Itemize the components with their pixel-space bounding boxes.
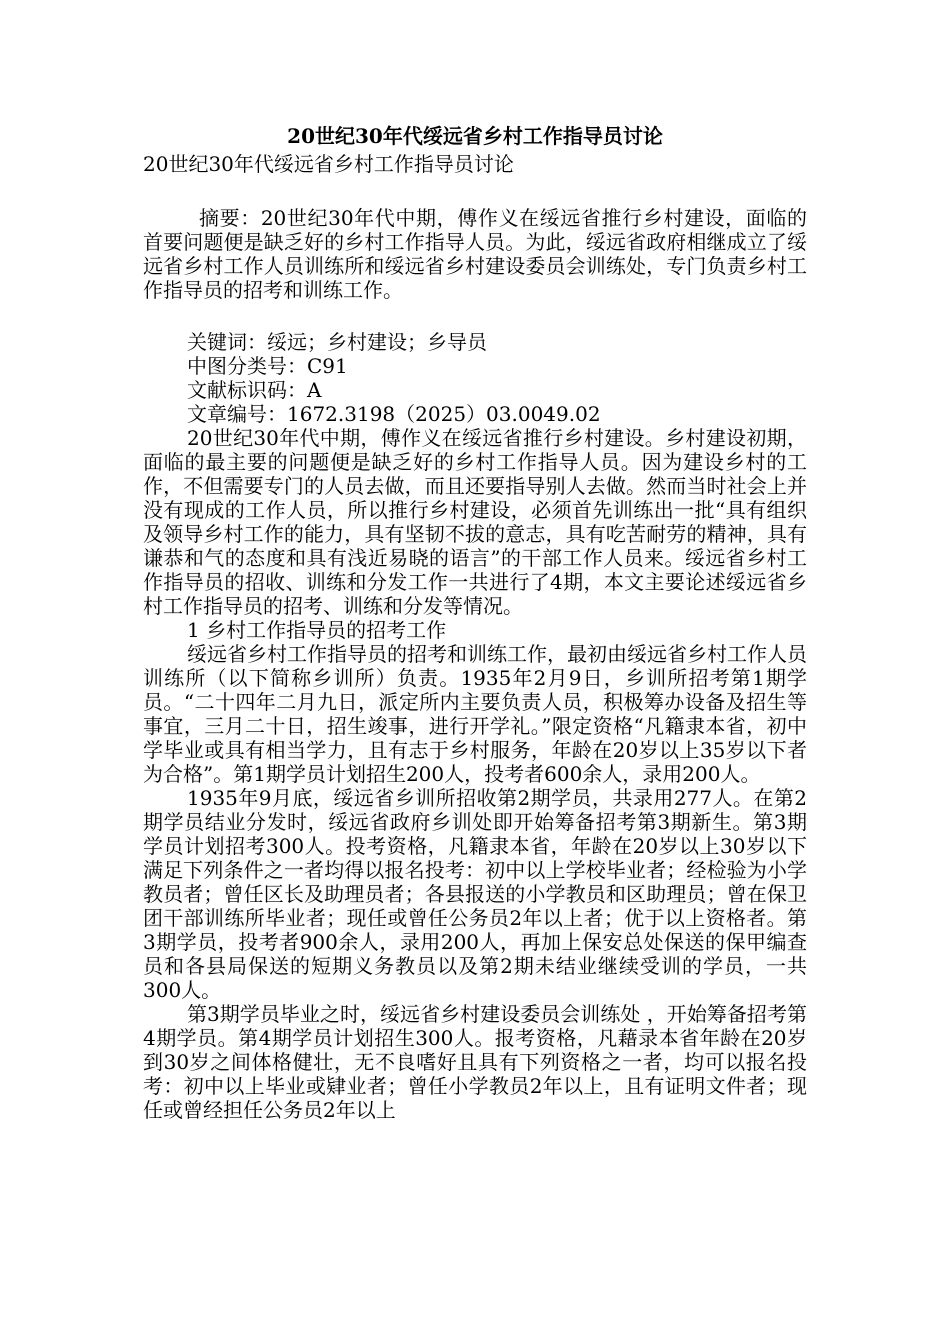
classification-number: 中图分类号：C91 [187,354,348,378]
body-paragraph: 绥远省乡村工作指导员的招考和训练工作，最初由绥远省乡村工作人员训练所（以下简称乡训所）负责。1935年2月9日，乡训所招考第1期学员。“二十四年二月九日，派定所内主要负责人员，积极筹办设备及招生等事宜，三月二十日，招生竣事，进行开学礼。”限定资格“凡籍隶本省，初中学毕业或具有相当学力，且有志于乡村服务，年龄在20岁以上35岁以下者为合格”。第1期学员计划招生200人，投考者600余人，录用200人。 [143,642,807,786]
body-paragraph: 第3期学员毕业之时，绥远省乡村建设委员会训练处 ，开始筹备招考第4期学员。第4期学员计划招生300人。报考资格，凡藉录本省年龄在20岁到30岁之间体格健壮，无不良嗜好且具有下列资格之一者，均可以报名投考：初中以上毕业或肄业者；曾任小学教员2年以上，且有证明文件者；现任或曾经担任公务员2年以上 [143,1002,807,1122]
document-title: 20世纪30年代绥远省乡村工作指导员讨论 [287,124,663,148]
intro-paragraph: 20世纪30年代中期，傅作义在绥远省推行乡村建设。乡村建设初期，面临的最主要的问题便是缺乏好的乡村工作指导人员。因为建设乡村的工作，不但需要专门的人员去做，而且还要指导别人去做。然而当时社会上并没有现成的工作人员，所以推行乡村建设，必须首先训练出一批“具有组织及领导乡村工作的能力，具有坚韧不拔的意志，具有吃苦耐劳的精神，具有谦恭和气的态度和具有浅近易晓的语言”的干部工作人员来。绥远省乡村工作指导员的招收、训练和分发工作一共进行了4期，本文主要论述绥远省乡村工作指导员的招考、训练和分发等情况。 [143,426,807,618]
document-page [143,122,807,1122]
document-code: 文献标识码：A [187,378,322,402]
document-subtitle: 20世纪30年代绥远省乡村工作指导员讨论 [143,152,514,176]
section-heading: 1 乡村工作指导员的招考工作 [187,618,447,642]
abstract: 摘要：20世纪30年代中期，傅作义在绥远省推行乡村建设，面临的首要问题便是缺乏好的乡村工作指导人员。为此，绥远省政府相继成立了绥远省乡村工作人员训练所和绥远省乡村建设委员会训练处，专门负责乡村工作指导员的招考和训练工作。 [143,206,807,302]
keywords: 关键词：绥远；乡村建设；乡导员 [187,330,487,354]
article-number: 文章编号：1672.3198（2025）03.0049.02 [187,402,601,426]
body-paragraph: 1935年9月底，绥远省乡训所招收第2期学员，共录用277人。在第2期学员结业分发时，绥远省政府乡训处即开始筹备招考第3期新生。第3期学员计划招考300人。投考资格，凡籍隶本省，年龄在20岁以上30岁以下满足下列条件之一者均得以报名投考：初中以上学校毕业者；经检验为小学教员者；曾任区长及助理员者；各县报送的小学教员和区助理员；曾在保卫团干部训练所毕业者；现任或曾任公务员2年以上者；优于以上资格者。第3期学员，投考者900余人，录用200人，再加上保安总处保送的保甲编查员和各县局保送的短期义务教员以及第2期未结业继续受训的学员，一共300人。 [143,786,807,1002]
